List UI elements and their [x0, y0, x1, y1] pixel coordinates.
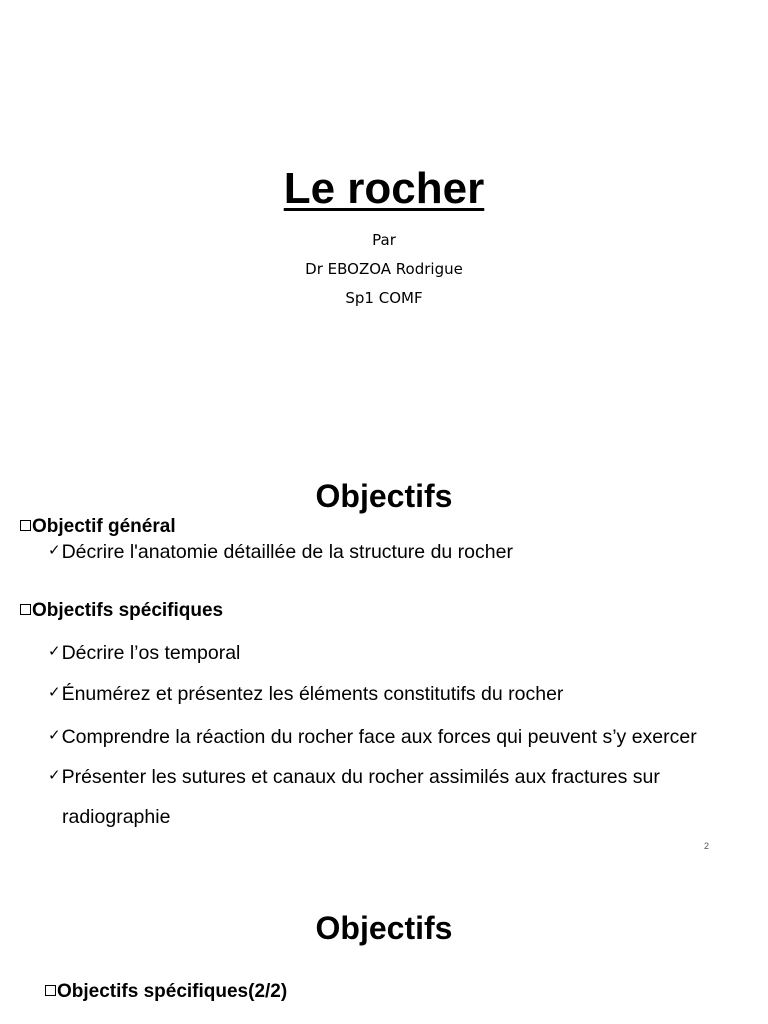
specific-objective-item [48, 766, 660, 789]
specific-objective-item [48, 726, 697, 749]
checkmark-icon: ✓ [48, 541, 61, 559]
page-number: 2 [704, 841, 710, 851]
checkmark-icon: ✓ [48, 683, 61, 701]
checkmark-icon: ✓ [48, 766, 61, 784]
checkmark-icon: ✓ [48, 726, 61, 744]
checkbox-square-icon [20, 520, 31, 531]
slide1-role: Sp1 COMF [345, 289, 423, 307]
specific-objective-item-text: Énumérez et présentez les éléments constitutifs du rocher [61, 683, 564, 705]
specific-objectives-heading [20, 600, 223, 622]
slide3-title: Objectifs [315, 910, 453, 946]
checkbox-square-icon [45, 985, 56, 996]
specific-objective-item-text: Présenter les sutures et canaux du rocher assimilés aux fractures sur [61, 766, 660, 788]
general-objective-item [48, 541, 513, 564]
specific-objective-item-continuation: radiographie [62, 806, 171, 828]
specific-objective-item-text: Comprendre la réaction du rocher face aux forces qui peuvent s’y exercer [61, 726, 697, 748]
slide1-title: Le rocher [283, 164, 485, 213]
specific-objectives-2-heading-text: Objectifs spécifiques(2/2) [57, 981, 288, 1002]
general-objective-heading-text: Objectif général [32, 516, 176, 537]
general-objective-item-text: Décrire l'anatomie détaillée de la structure du rocher [61, 541, 513, 563]
specific-objectives-2-heading [45, 981, 287, 1003]
specific-objective-item [48, 683, 563, 706]
slide1-by: Par [372, 231, 396, 249]
checkmark-icon: ✓ [48, 642, 61, 660]
slide1-author: Dr EBOZOA Rodrigue [305, 260, 463, 278]
specific-objective-item-text: Décrire l’os temporal [61, 642, 241, 664]
slide2-title: Objectifs [315, 478, 453, 514]
specific-objectives-heading-text: Objectifs spécifiques [32, 600, 224, 621]
general-objective-heading [20, 516, 176, 538]
specific-objective-item [48, 642, 240, 665]
checkbox-square-icon [20, 604, 31, 615]
